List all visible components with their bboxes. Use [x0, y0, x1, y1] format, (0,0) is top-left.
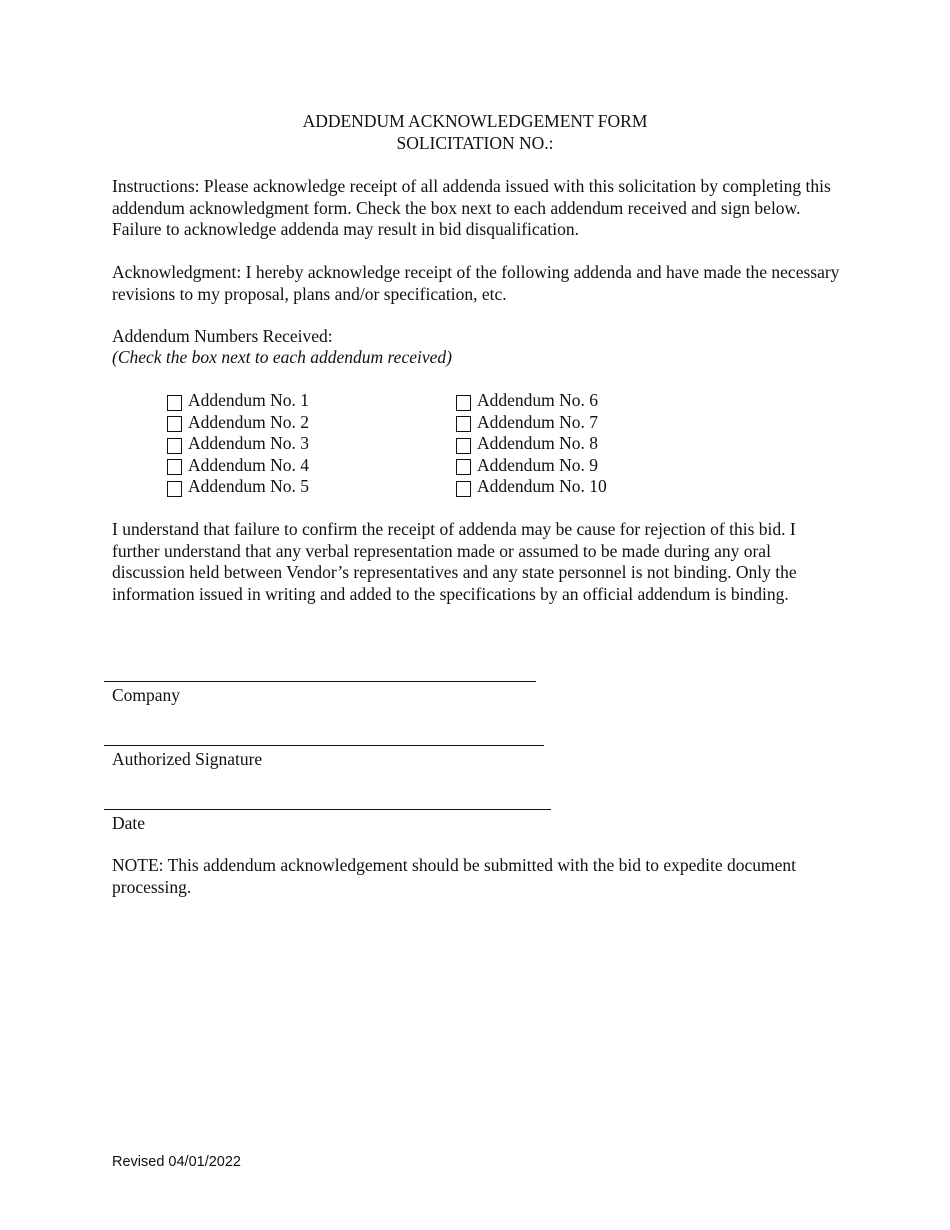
addendum-6-item — [456, 390, 607, 412]
addendum-7-checkbox[interactable] — [456, 416, 471, 432]
company-label: Company — [112, 685, 181, 705]
addendum-1-label: Addendum No. 1 — [188, 390, 310, 410]
addendum-5-label: Addendum No. 5 — [188, 476, 310, 496]
addendum-2-checkbox[interactable] — [167, 416, 182, 432]
company-line[interactable] — [104, 681, 536, 682]
addendum-8-item — [456, 433, 607, 455]
date-line[interactable] — [104, 809, 551, 810]
addendum-column-left — [167, 390, 309, 498]
addendum-3-label: Addendum No. 3 — [188, 433, 310, 453]
instructions-paragraph: Instructions: Please acknowledge receipt of all addenda issued with this solicitation by completing this addendum acknowledgment form. Check the box next to each addendum received and sign below. Failure to acknowledge addenda may result in bid disqualification. — [112, 176, 831, 239]
addendum-column-right — [456, 390, 607, 498]
addendum-9-label: Addendum No. 9 — [477, 454, 599, 475]
revision-date: Revised 04/01/2022 — [112, 1154, 241, 1170]
addendum-2-item — [167, 412, 309, 434]
form-title: ADDENDUM ACKNOWLEDGEMENT FORM — [302, 111, 648, 131]
signature-label: Authorized Signature — [112, 749, 263, 769]
addendum-7-label: Addendum No. 7 — [477, 411, 599, 432]
addendum-1-checkbox[interactable] — [167, 395, 182, 411]
note-paragraph: NOTE: This addendum acknowledgement should be submitted with the bid to expedite document processing. — [112, 855, 796, 897]
addendum-10-item — [456, 476, 607, 498]
solicitation-number-label: SOLICITATION NO.: — [396, 133, 554, 153]
addendum-3-checkbox[interactable] — [167, 438, 182, 454]
addendum-4-checkbox[interactable] — [167, 459, 182, 475]
addendum-4-label: Addendum No. 4 — [188, 454, 310, 475]
addendum-9-item — [456, 455, 607, 477]
addendum-10-label: Addendum No. 10 — [477, 476, 607, 496]
addendum-6-checkbox[interactable] — [456, 395, 471, 411]
addendum-4-item — [167, 455, 309, 477]
addendum-6-label: Addendum No. 6 — [477, 390, 599, 410]
signature-line[interactable] — [104, 745, 544, 746]
addendum-9-checkbox[interactable] — [456, 459, 471, 475]
understanding-statement: I understand that failure to confirm the receipt of addenda may be cause for rejection of this bid. I further understand that any verbal representation made or assumed to be made during any oral discussion held between Vendor’s representatives and any state personnel is not binding. Only the information issued in writing and added to the specifications by an official addendum is binding. — [112, 519, 797, 604]
addendum-1-item — [167, 390, 309, 412]
addendum-7-item — [456, 412, 607, 434]
addendum-instructions: (Check the box next to each addendum received) — [112, 347, 452, 367]
acknowledgment-paragraph: Acknowledgment: I hereby acknowledge receipt of the following addenda and have made the necessary revisions to my proposal, plans and/or specification, etc. — [112, 262, 840, 304]
date-label: Date — [112, 813, 146, 833]
addendum-8-checkbox[interactable] — [456, 438, 471, 454]
addendum-8-label: Addendum No. 8 — [477, 433, 599, 453]
addendum-10-checkbox[interactable] — [456, 481, 471, 497]
addendum-2-label: Addendum No. 2 — [188, 411, 310, 432]
addendum-5-checkbox[interactable] — [167, 481, 182, 497]
addendum-5-item — [167, 476, 309, 498]
addendum-numbers-heading: Addendum Numbers Received: — [112, 326, 333, 346]
addendum-3-item — [167, 433, 309, 455]
